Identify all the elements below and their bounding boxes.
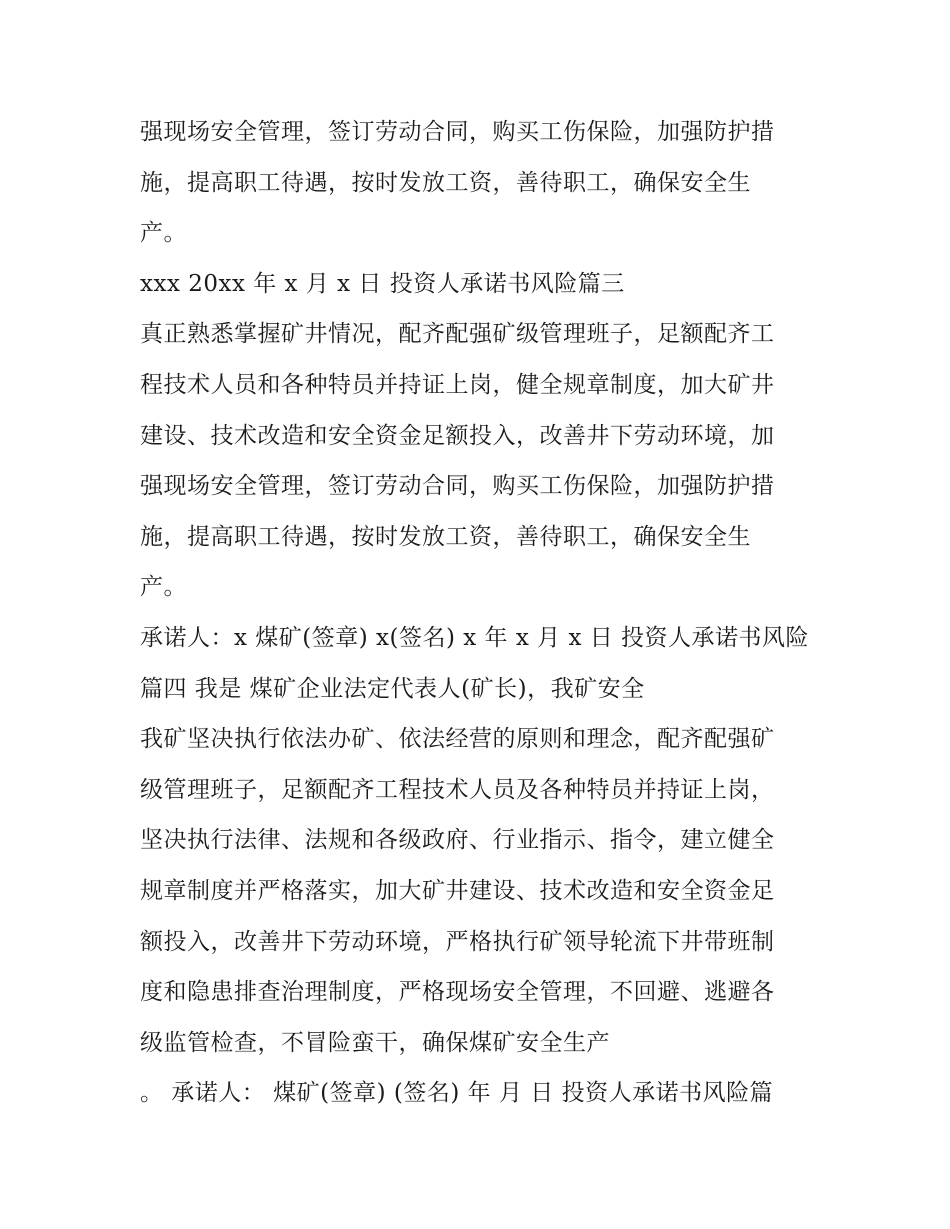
text-line: 程技术人员和各种特员并持证上岗，健全规章制度，加大矿井: [140, 371, 775, 398]
signature-line: 。 承诺人： 煤矿(签章) (签名) 年 月 日 投资人承诺书风险篇: [140, 1080, 774, 1107]
document-body: [140, 107, 820, 1119]
text-line: 产。: [140, 220, 187, 247]
text-line: 级监管检查，不冒险蛮干，确保煤矿安全生产: [140, 1029, 610, 1056]
section-heading-line: xxx 20xx 年 x 月 x 日 投资人承诺书风险篇三: [140, 270, 625, 297]
text-line: 施，提高职工待遇，按时发放工资，善待职工，确保安全生: [140, 523, 751, 550]
text-line: 真正熟悉掌握矿井情况，配齐配强矿级管理班子，足额配齐工: [140, 321, 775, 348]
text-line: 强现场安全管理，签订劳动合同，购买工伤保险，加强防护措: [140, 473, 775, 500]
text-line: 强现场安全管理，签订劳动合同，购买工伤保险，加强防护措: [140, 119, 775, 145]
text-line: 建设、技术改造和安全资金足额投入，改善井下劳动环境，加: [140, 422, 775, 449]
text-line: 级管理班子，足额配齐工程技术人员及各种特员并持证上岗，: [140, 776, 775, 803]
signature-line: 承诺人：x 煤矿(签章) x(签名) x 年 x 月 x 日 投资人承诺书风险: [140, 624, 810, 651]
text-line: 额投入，改善井下劳动环境，严格执行矿领导轮流下井带班制: [140, 928, 775, 955]
text-line: 坚决执行法律、法规和各级政府、行业指示、指令，建立健全: [140, 827, 775, 854]
text-line: 施，提高职工待遇，按时发放工资，善待职工，确保安全生: [140, 169, 751, 196]
section-heading-line: 篇四 我是 煤矿企业法定代表人(矿长)，我矿安全: [140, 675, 645, 702]
text-line: 我矿坚决执行依法办矿、依法经营的原则和理念，配齐配强矿: [140, 726, 775, 753]
text-line: 产。: [140, 574, 187, 601]
text-line: 规章制度并严格落实，加大矿井建设、技术改造和安全资金足: [140, 877, 775, 904]
text-line: 度和隐患排查治理制度，严格现场安全管理，不回避、逃避各: [140, 979, 775, 1006]
